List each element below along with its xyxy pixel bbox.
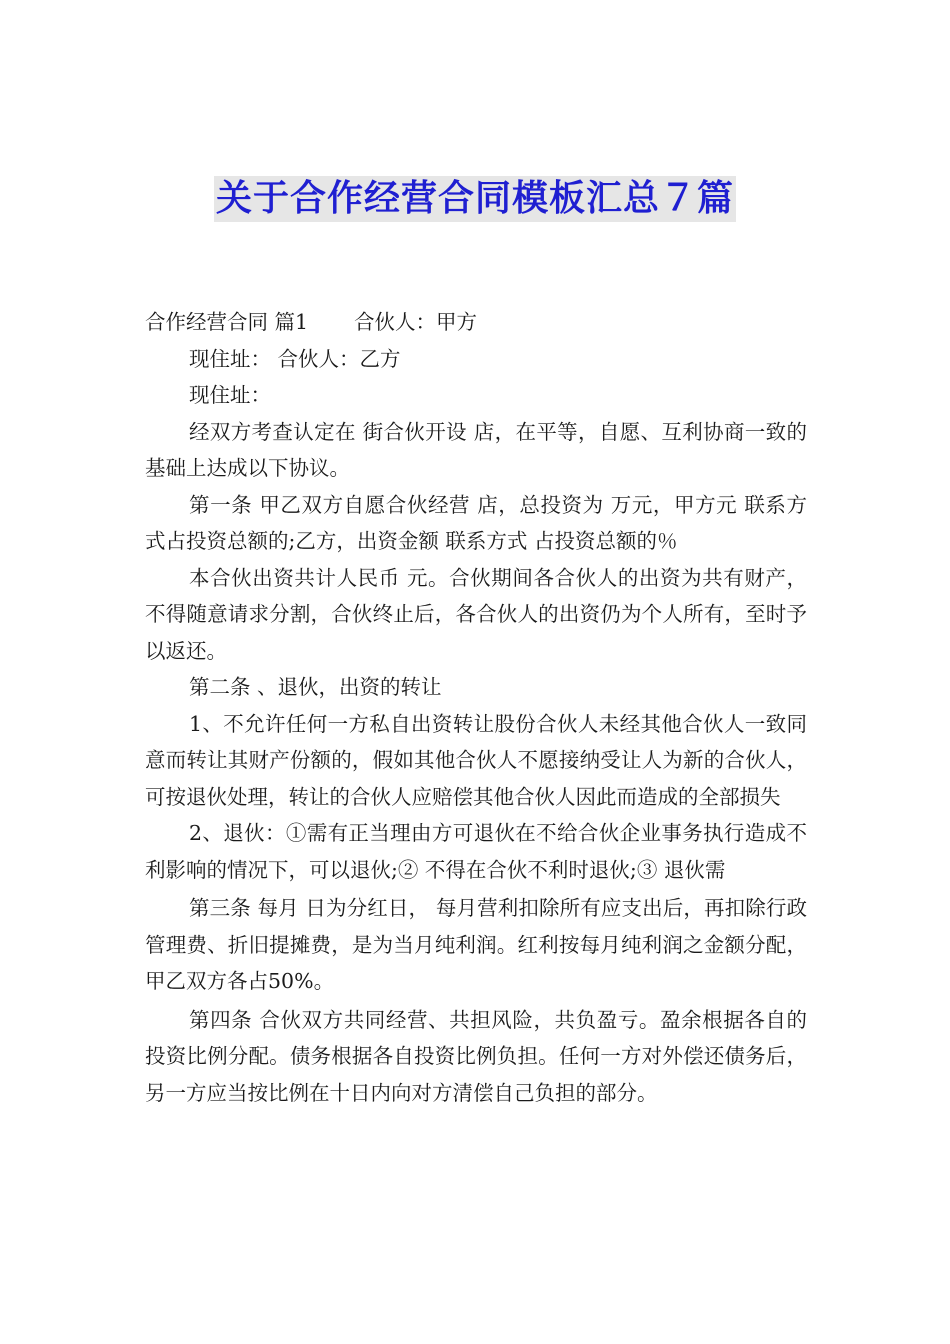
- document-title: 关于合作经营合同模板汇总７篇: [214, 176, 736, 222]
- paragraph: 现住址：: [189, 383, 271, 407]
- paragraph: 2、退伙：①需有正当理由方可退伙在不给合伙企业事务执行造成不利影响的情况下，可以退伙;② 不得在合伙不利时退伙;③ 退伙需: [145, 821, 807, 882]
- contract-heading: 合作经营合同 篇1: [145, 310, 309, 334]
- paragraph: 经双方考查认定在 街合伙开设 店，在平等，自愿、互利协商一致的基础上达成以下协议。: [145, 419, 807, 480]
- paragraph: 现住址： 合伙人：乙方: [189, 346, 401, 371]
- paragraph: 第三条 每月 日为分红日， 每月营利扣除所有应支出后，再扣除行政管理费、折旧提摊费，是为当月纯利润。红利按每月纯利润之金额分配，甲乙双方各占50%。: [145, 896, 807, 993]
- paragraph: 1、不允许任何一方私自出资转让股份合伙人未经其他合伙人一致同意而转让其财产份额的，假如其他合伙人不愿接纳受让人为新的合伙人，可按退伙处理，转让的合伙人应赔偿其他合伙人因此而造成的全部损失: [145, 711, 807, 809]
- paragraph: 第四条 合伙双方共同经营、共担风险，共负盈亏。盈余根据各自的投资比例分配。债务根据各自投资比例负担。任何一方对外偿还债务后，另一方应当按比例在十日内向对方清偿自己负担的部分。: [145, 1007, 807, 1105]
- title-container: [0, 176, 950, 222]
- paragraph: 第一条 甲乙双方自愿合伙经营 店，总投资为 万元，甲方元 联系方式占投资总额的;乙方，出资金额 联系方式 占投资总额的％: [145, 492, 807, 553]
- partner-a-label: 合伙人：甲方: [354, 310, 478, 334]
- contract-heading-line: [145, 304, 807, 341]
- document-body: [145, 304, 807, 1111]
- paragraph: 本合伙出资共计人民币 元。合伙期间各合伙人的出资为共有财产，不得随意请求分割，合伙终止后，各合伙人的出资仍为个人所有，至时予以返还。: [145, 565, 807, 663]
- paragraph: 第二条 、退伙，出资的转让: [189, 675, 442, 699]
